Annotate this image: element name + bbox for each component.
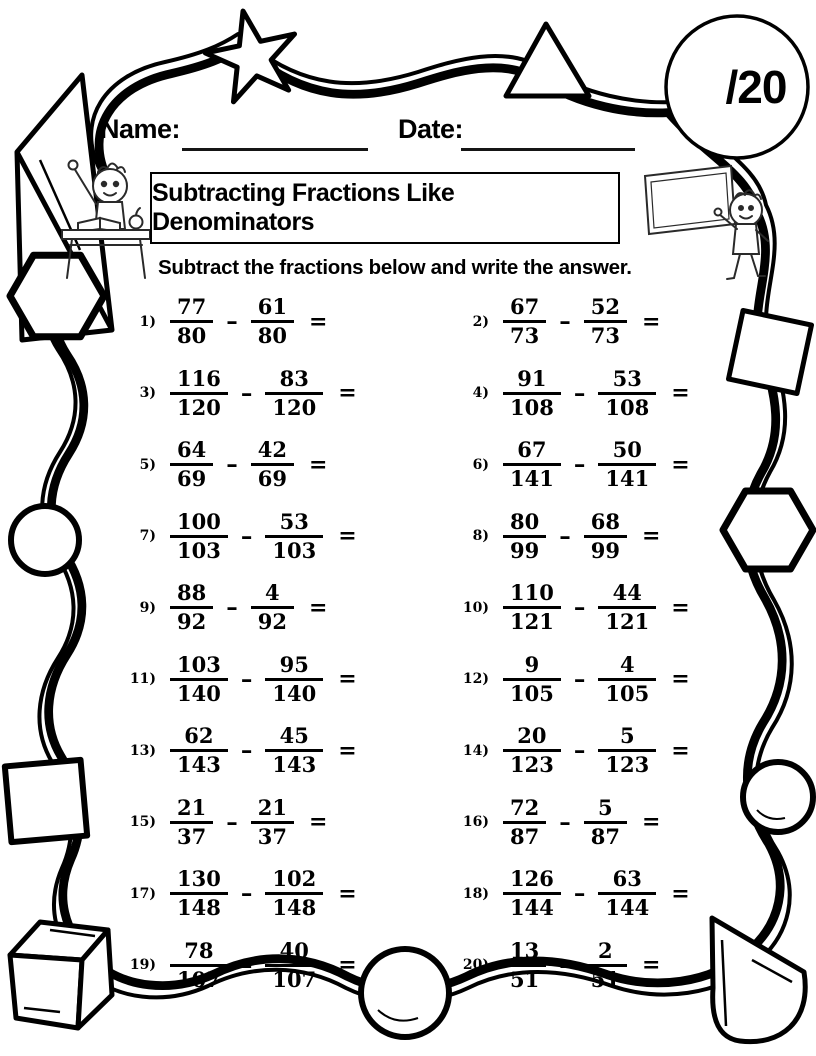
- subtrahend-denominator: 103: [265, 535, 323, 562]
- problem-row: [128, 868, 461, 919]
- fraction-minuend: [170, 651, 228, 706]
- subtrahend-denominator: 37: [251, 821, 294, 848]
- equals-sign: =: [308, 809, 328, 836]
- equals-sign: =: [671, 880, 690, 907]
- minuend-numerator: 62: [184, 723, 214, 749]
- problem-row: [461, 439, 703, 490]
- minuend-numerator: 78: [184, 937, 214, 963]
- fraction-minuend: [170, 439, 213, 490]
- equals-sign: =: [338, 380, 357, 407]
- minuend-numerator: 77: [177, 294, 207, 320]
- minuend-numerator: 100: [177, 508, 221, 534]
- equals-sign: =: [338, 523, 357, 550]
- fraction-subtrahend: [584, 296, 627, 347]
- equals-sign: =: [671, 451, 690, 478]
- equals-sign: =: [671, 380, 690, 407]
- equals-sign: =: [641, 809, 661, 836]
- minus-sign: –: [559, 951, 571, 979]
- minuend-denominator: 51: [503, 964, 546, 991]
- problem-number: 1): [139, 313, 156, 330]
- fraction-subtrahend: [598, 439, 656, 490]
- problem-row: [128, 794, 461, 849]
- fraction-minuend: [503, 582, 561, 633]
- minuend-numerator: 67: [517, 437, 547, 463]
- subtrahend-numerator: 50: [612, 437, 642, 463]
- minus-sign: –: [573, 451, 586, 479]
- fraction-subtrahend: [265, 508, 323, 563]
- minuend-numerator: 103: [177, 651, 221, 677]
- fraction-subtrahend: [251, 439, 294, 490]
- problem-number: 17): [129, 885, 156, 902]
- minuend-denominator: 140: [170, 678, 228, 705]
- fraction-subtrahend: [598, 651, 656, 706]
- problem-number: 2): [472, 313, 489, 330]
- minuend-denominator: 73: [503, 320, 546, 347]
- problem-row: [128, 937, 461, 992]
- problem-row: [461, 582, 703, 633]
- problem-row: [128, 296, 461, 347]
- minus-sign: –: [240, 522, 253, 550]
- equals-sign: =: [641, 523, 661, 550]
- fraction-minuend: [503, 794, 546, 849]
- minuend-numerator: 126: [510, 866, 554, 892]
- minuend-numerator: 64: [177, 437, 207, 463]
- minus-sign: –: [226, 308, 238, 336]
- minuend-denominator: 69: [170, 463, 213, 490]
- subtrahend-numerator: 44: [612, 580, 642, 606]
- fraction-subtrahend: [598, 582, 656, 633]
- problem-row: [461, 868, 703, 919]
- problem-row: [461, 937, 703, 992]
- problem-number: 11): [129, 671, 156, 688]
- equals-sign: =: [338, 666, 357, 693]
- square-left-icon: [5, 760, 87, 842]
- fraction-subtrahend: [584, 508, 627, 563]
- fraction-subtrahend: [251, 794, 294, 849]
- fraction-minuend: [170, 725, 228, 776]
- minus-sign: –: [240, 737, 253, 765]
- minus-sign: –: [573, 737, 586, 765]
- fraction-minuend: [503, 296, 546, 347]
- fraction-minuend: [503, 651, 561, 706]
- subtrahend-numerator: 2: [598, 937, 613, 963]
- hexagon-left-icon: [10, 255, 104, 336]
- fraction-minuend: [170, 868, 228, 919]
- star-icon: [198, 2, 305, 106]
- minuend-denominator: 143: [170, 749, 228, 776]
- subtrahend-denominator: 140: [265, 678, 323, 705]
- equals-sign: =: [338, 952, 357, 979]
- subtrahend-denominator: 143: [265, 749, 323, 776]
- minuend-denominator: 144: [503, 892, 561, 919]
- subtrahend-numerator: 4: [265, 580, 280, 606]
- problem-number: 4): [472, 385, 489, 402]
- problem-number: 5): [139, 456, 156, 473]
- fraction-minuend: [503, 868, 561, 919]
- minuend-numerator: 130: [177, 866, 221, 892]
- subtrahend-numerator: 63: [612, 866, 642, 892]
- subtrahend-denominator: 105: [598, 678, 656, 705]
- minuend-numerator: 88: [177, 580, 207, 606]
- minus-sign: –: [240, 665, 253, 693]
- minus-sign: –: [226, 808, 238, 836]
- fraction-minuend: [503, 725, 561, 776]
- problems-grid: [128, 286, 703, 1001]
- subtrahend-numerator: 53: [612, 365, 642, 391]
- problem-row: [461, 725, 703, 776]
- minuend-numerator: 20: [517, 723, 547, 749]
- minuend-numerator: 13: [510, 937, 540, 963]
- subtrahend-numerator: 4: [619, 651, 635, 677]
- fraction-subtrahend: [584, 794, 627, 849]
- minuend-denominator: 37: [170, 821, 213, 848]
- subtrahend-denominator: 144: [598, 892, 656, 919]
- name-label: Name:: [100, 114, 181, 144]
- date-label: Date:: [398, 114, 464, 144]
- problem-number: 3): [139, 385, 156, 402]
- problem-row: [461, 296, 703, 347]
- minus-sign: –: [240, 880, 253, 908]
- worksheet-title-box: [150, 172, 620, 244]
- subtrahend-denominator: 99: [584, 535, 627, 562]
- subtrahend-denominator: 80: [251, 320, 294, 347]
- minus-sign: –: [226, 594, 238, 622]
- minus-sign: –: [573, 665, 586, 693]
- minus-sign: –: [573, 880, 586, 908]
- subtrahend-numerator: 83: [279, 365, 309, 391]
- problem-row: [461, 508, 703, 563]
- problem-number: 10): [462, 599, 489, 616]
- fraction-minuend: [170, 582, 213, 633]
- equals-sign: =: [671, 737, 690, 764]
- fraction-subtrahend: [584, 937, 627, 992]
- problem-row: [461, 365, 703, 420]
- fraction-minuend: [170, 937, 228, 992]
- problem-row: [128, 508, 461, 563]
- minus-sign: –: [559, 522, 571, 550]
- fraction-subtrahend: [265, 651, 323, 706]
- problem-number: 8): [472, 528, 489, 545]
- fraction-subtrahend: [265, 937, 323, 992]
- minuend-denominator: 80: [170, 320, 213, 347]
- equals-sign: =: [308, 308, 328, 335]
- problem-number: 9): [139, 599, 156, 616]
- minus-sign: –: [573, 379, 586, 407]
- subtrahend-denominator: 73: [584, 320, 627, 347]
- minuend-numerator: 116: [177, 365, 221, 391]
- fraction-subtrahend: [251, 582, 294, 633]
- problem-number: 15): [129, 814, 156, 831]
- minuend-denominator: 87: [503, 821, 546, 848]
- minuend-denominator: 141: [503, 463, 561, 490]
- minuend-numerator: 110: [510, 580, 554, 606]
- problem-number: 12): [462, 671, 489, 688]
- score-badge: /20: [725, 61, 787, 113]
- problem-number: 13): [129, 742, 156, 759]
- subtrahend-numerator: 61: [257, 294, 287, 320]
- minuend-numerator: 91: [517, 365, 547, 391]
- subtrahend-denominator: 69: [251, 463, 294, 490]
- subtrahend-numerator: 102: [272, 866, 317, 892]
- minus-sign: –: [559, 808, 571, 836]
- hexagon-right-icon: [723, 491, 813, 569]
- minuend-numerator: 9: [524, 651, 540, 677]
- fraction-minuend: [503, 439, 561, 490]
- subtrahend-denominator: 92: [251, 606, 294, 633]
- problem-row: [128, 651, 461, 706]
- minuend-denominator: 107: [170, 964, 228, 991]
- fraction-subtrahend: [265, 868, 323, 919]
- problem-number: 20): [462, 957, 489, 974]
- subtrahend-denominator: 51: [584, 964, 627, 991]
- minuend-denominator: 120: [170, 392, 228, 419]
- subtrahend-denominator: 141: [598, 463, 656, 490]
- fraction-minuend: [503, 365, 561, 420]
- worksheet-title: Subtracting Fractions Like Denominators: [152, 179, 455, 236]
- minuend-denominator: 108: [503, 392, 561, 419]
- equals-sign: =: [338, 880, 357, 907]
- sphere-right-icon: [743, 762, 813, 832]
- equals-sign: =: [308, 451, 328, 478]
- subtrahend-numerator: 53: [279, 508, 309, 534]
- subtrahend-numerator: 40: [279, 937, 309, 963]
- date-input-line[interactable]: [461, 118, 635, 151]
- subtrahend-denominator: 148: [265, 892, 323, 919]
- instruction-text: Subtract the fractions below and write the answer.: [158, 256, 632, 279]
- fraction-subtrahend: [598, 868, 656, 919]
- subtrahend-numerator: 95: [279, 651, 309, 677]
- cube-icon: [10, 922, 112, 1028]
- subtrahend-numerator: 45: [279, 723, 309, 749]
- subtrahend-denominator: 107: [265, 964, 323, 991]
- problem-row: [461, 651, 703, 706]
- fraction-minuend: [170, 365, 228, 420]
- minuend-denominator: 99: [503, 535, 546, 562]
- minus-sign: –: [559, 308, 571, 336]
- problem-row: [128, 582, 461, 633]
- fraction-subtrahend: [265, 365, 323, 420]
- fraction-minuend: [170, 296, 213, 347]
- minuend-numerator: 67: [510, 294, 540, 320]
- minuend-denominator: 148: [170, 892, 228, 919]
- problem-number: 7): [139, 528, 156, 545]
- boy-at-whiteboard-illustration: [645, 166, 768, 279]
- subtrahend-numerator: 68: [590, 508, 620, 534]
- subtrahend-numerator: 42: [257, 437, 287, 463]
- minuend-denominator: 103: [170, 535, 228, 562]
- equals-sign: =: [671, 594, 690, 621]
- minus-sign: –: [226, 451, 238, 479]
- problem-row: [128, 365, 461, 420]
- circle-left-icon: [11, 506, 79, 574]
- equals-sign: =: [308, 594, 328, 621]
- problem-row: [128, 725, 461, 776]
- minuend-numerator: 80: [510, 508, 540, 534]
- subtrahend-numerator: 52: [590, 294, 620, 320]
- equals-sign: =: [641, 952, 661, 979]
- minus-sign: –: [240, 379, 253, 407]
- fraction-subtrahend: [251, 296, 294, 347]
- problem-row: [128, 439, 461, 490]
- minuend-denominator: 92: [170, 606, 213, 633]
- subtrahend-denominator: 121: [598, 606, 656, 633]
- minuend-denominator: 105: [503, 678, 561, 705]
- equals-sign: =: [338, 737, 357, 764]
- minus-sign: –: [573, 594, 586, 622]
- fraction-minuend: [503, 508, 546, 563]
- fraction-minuend: [170, 794, 213, 849]
- fraction-subtrahend: [598, 725, 656, 776]
- subtrahend-denominator: 108: [598, 392, 656, 419]
- name-input-line[interactable]: [182, 118, 368, 151]
- subtrahend-denominator: 123: [598, 749, 656, 776]
- subtrahend-denominator: 120: [265, 392, 323, 419]
- minus-sign: –: [240, 951, 253, 979]
- fraction-minuend: [503, 937, 546, 992]
- subtrahend-numerator: 5: [598, 794, 613, 820]
- subtrahend-numerator: 21: [257, 794, 287, 820]
- problem-number: 18): [462, 885, 489, 902]
- fraction-subtrahend: [598, 365, 656, 420]
- problem-number: 6): [472, 456, 489, 473]
- minuend-numerator: 72: [510, 794, 540, 820]
- minuend-denominator: 121: [503, 606, 561, 633]
- equals-sign: =: [641, 308, 661, 335]
- equals-sign: =: [671, 666, 690, 693]
- minuend-denominator: 123: [503, 749, 561, 776]
- subtrahend-numerator: 5: [619, 723, 635, 749]
- subtrahend-denominator: 87: [584, 821, 627, 848]
- minuend-numerator: 21: [177, 794, 207, 820]
- square-right-icon: [728, 310, 811, 393]
- problem-row: [461, 794, 703, 849]
- fraction-subtrahend: [265, 725, 323, 776]
- problem-number: 16): [462, 814, 489, 831]
- fraction-minuend: [170, 508, 228, 563]
- problem-number: 14): [462, 742, 489, 759]
- problem-number: 19): [129, 957, 156, 974]
